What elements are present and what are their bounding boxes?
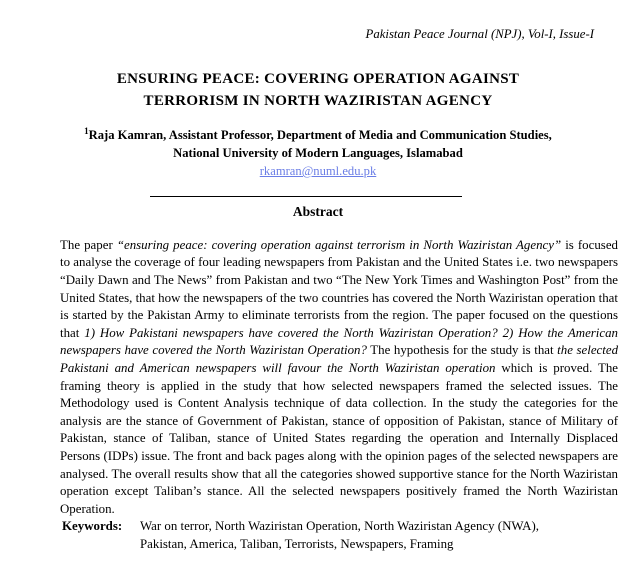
footnote-separator-line bbox=[150, 196, 462, 197]
abstract-heading: Abstract bbox=[292, 204, 344, 219]
author-email-link[interactable]: rkamran@numl.edu.pk bbox=[259, 164, 377, 178]
author-name-and-role: Raja Kamran, Assistant Professor, Department of Media and Communication Studies, bbox=[88, 128, 552, 142]
author-affiliation bbox=[0, 127, 636, 162]
email-line bbox=[0, 164, 636, 179]
abstract-paragraph: The paper “ensuring peace: covering operation against terrorism in North Waziristan Agency” is focused to analyse the coverage of four leading newspapers from Pakistan and the United States i.e. two newspapers “Daily Dawn and The News” from Pakistan and two “The New York Times and Washington Post” from the United States, that how the newspapers of the two countries has covered the North Waziristan operation that is started by the Pakistan Army to eliminate terrorists from the region. The paper focused on the questions that 1) How Pakistani newspapers have covered the North Waziristan Operation? 2) How the American newspapers have covered the North Waziristan Operation? The hypothesis for the study is that the selected Pakistani and American newspapers will favour the North Waziristan operation which is proved. The framing theory is applied in the study that how selected newspapers framed the selected issues. The Methodology used is Content Analysis technique of data collection. In the study the categories for the analysis are the stance of Government of Pakistan, stance of opposition of Pakistan, stance of Military of Pakistan, stance of Taliban, stance of United States regarding the operation and Internally Displaced Persons (IDPs) issue. The front and back pages along with the opinion pages of the selected newspapers are analysed. The overall results show that all the categories showed supportive stance for the North Waziristan operation except Taliban’s stance. All the selected newspapers positively framed the North Waziristan Operation. bbox=[60, 237, 619, 516]
author-affiliation-line-1 bbox=[0, 127, 636, 145]
paper-title-line-2: TERRORISM IN NORTH WAZIRISTAN AGENCY bbox=[143, 93, 493, 109]
keywords-section bbox=[62, 518, 564, 553]
keywords-label: Keywords: bbox=[62, 519, 123, 533]
paper-title bbox=[0, 68, 636, 112]
author-affiliation-line-2: National University of Modern Languages, Islamabad bbox=[173, 145, 463, 160]
journal-header-text: Pakistan Peace Journal (NPJ), Vol-I, Issue-I bbox=[365, 27, 594, 41]
author-footnote-mark: 1 bbox=[84, 125, 89, 136]
paper-title-line-1: ENSURING PEACE: COVERING OPERATION AGAINST bbox=[116, 71, 520, 87]
keywords-text: War on terror, North Waziristan Operation, North Waziristan Agency (NWA), Pakistan, America, Taliban, Terrorists, Newspapers, Framing bbox=[140, 519, 539, 551]
